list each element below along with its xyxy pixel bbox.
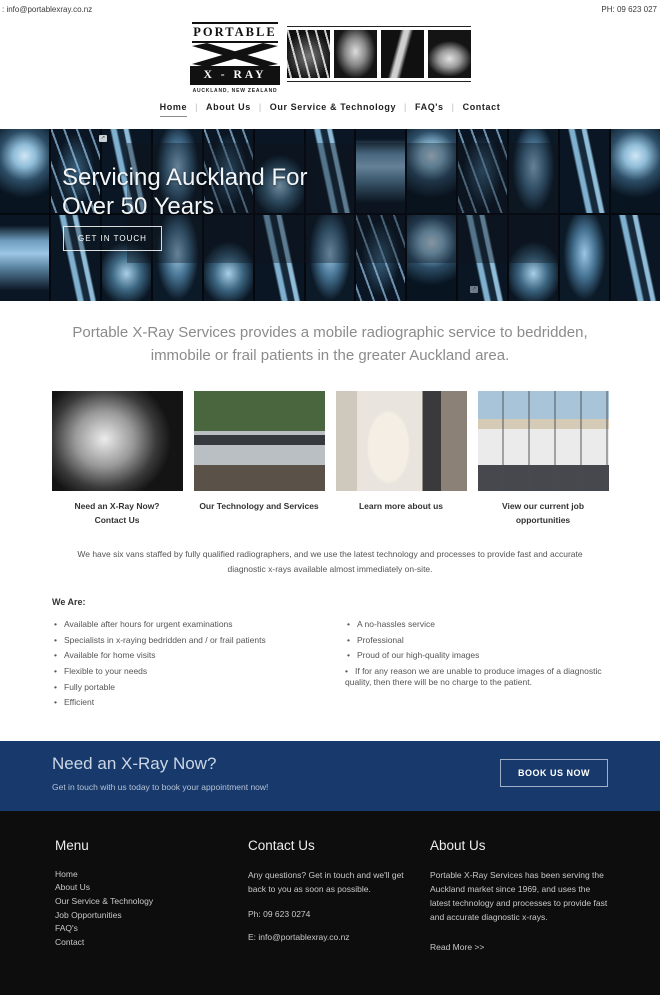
we-are-list-left — [52, 619, 345, 713]
topbar-phone: PH: 09 623 027 — [601, 5, 657, 14]
nav-separator: | — [404, 102, 407, 112]
logo[interactable] — [190, 22, 280, 94]
nav-item-contact[interactable]: Contact — [462, 102, 501, 112]
list-item: • If for any reason we are unable to produce images of a diagnostic quality, then there will be no charge to the patient. — [345, 666, 608, 687]
topbar-email: : info@portablexray.co.nz — [2, 5, 93, 14]
xray-tile — [0, 215, 49, 301]
branded-van-photo — [194, 391, 325, 491]
xray-tile — [560, 215, 609, 301]
cta-title: Need an X-Ray Now? — [52, 753, 217, 773]
card-job-opportunities[interactable] — [478, 391, 609, 528]
list-item: • Flexible to your needs — [52, 666, 345, 677]
footer-link-job-opportunities[interactable]: Job Opportunities — [55, 909, 122, 920]
we-are-section — [0, 577, 660, 713]
chest-xray-photo — [52, 391, 183, 491]
footer-phone: Ph: 09 623 0274 — [248, 908, 311, 919]
footer-link-faqs[interactable]: FAQ's — [55, 923, 78, 934]
topbar — [0, 0, 660, 18]
xray-tile — [560, 129, 609, 213]
card-caption: View our current job opportunities — [501, 500, 585, 525]
logo-wordmark-bottom: X - RAY — [190, 66, 280, 85]
expand-icon: ↗ — [100, 135, 106, 141]
book-us-now-button[interactable]: BOOK US NOW — [500, 759, 608, 787]
card-contact-us[interactable] — [52, 391, 183, 528]
card-about-us[interactable] — [336, 391, 467, 528]
nav-item-home[interactable]: Home — [160, 102, 187, 117]
list-item: • Specialists in x-raying bedridden and / or frail patients — [52, 635, 345, 646]
xray-leg-thumb — [381, 30, 424, 78]
logo-x-icon — [192, 43, 278, 67]
xray-tile — [611, 215, 660, 301]
footer-about-column — [430, 838, 612, 955]
footer-contact-column — [248, 838, 418, 955]
footer-about-heading: About Us — [430, 837, 486, 853]
list-item: • Available for home visits — [52, 650, 345, 661]
xray-tile — [611, 129, 660, 213]
card-technology-services[interactable] — [194, 391, 325, 528]
xray-chest-thumb — [334, 30, 377, 78]
cta-text — [52, 754, 268, 792]
footer-menu-heading: Menu — [55, 837, 89, 853]
intro-paragraph: Portable X-Ray Services provides a mobile radiographic service to bedridden, immobile or frail patients in the greater Auckland area. — [72, 324, 588, 365]
footer-menu-column — [55, 838, 205, 950]
nav-separator: | — [195, 102, 199, 112]
logo-tagline: AUCKLAND, NEW ZEALAND — [192, 88, 278, 94]
hero-heading-line2: Over 50 Years — [62, 193, 215, 220]
nav-item-service-technology[interactable]: Our Service & Technology — [269, 102, 397, 112]
xray-hands-thumb — [287, 30, 330, 78]
list-item: • Available after hours for urgent examinations — [52, 619, 345, 630]
nav-separator: | — [258, 102, 262, 112]
nav-separator: | — [451, 102, 455, 112]
footer-link-service-technology[interactable]: Our Service & Technology — [55, 896, 154, 907]
xray-pelvis-thumb — [428, 30, 471, 78]
footer-contact-heading: Contact Us — [248, 837, 315, 853]
nav-item-about-us[interactable]: About Us — [206, 102, 251, 112]
footer-link-home[interactable]: Home — [55, 868, 78, 879]
hero-heading — [62, 163, 307, 221]
cta-subtitle: Get in touch with us today to book your appointment now! — [52, 781, 269, 792]
we-are-heading: We Are: — [52, 597, 86, 608]
nav-item-faqs[interactable]: FAQ's — [415, 102, 444, 112]
feature-cards — [0, 374, 660, 528]
main-nav — [0, 94, 660, 129]
hero-heading-line1: Servicing Auckland For — [62, 164, 308, 191]
list-item: • Fully portable — [52, 682, 345, 693]
list-item: • Proud of our high-quality images — [345, 650, 608, 661]
footer-email: E: info@portablexray.co.nz — [248, 931, 350, 942]
hero-banner — [0, 129, 660, 301]
card-caption: Our Technology and Services — [199, 500, 319, 511]
card-caption: Need an X-Ray Now? Contact Us — [74, 500, 160, 525]
radiographer-ppe-photo — [336, 391, 467, 491]
footer-link-about-us[interactable]: About Us — [55, 882, 90, 893]
expand-icon: ↗ — [471, 286, 477, 292]
footer — [0, 811, 660, 995]
footer-about-text: Portable X-Ray Services has been serving the Auckland market since 1969, and uses the latest technology and processes to provide fast and accurate diagnostic x-rays. — [430, 869, 608, 922]
read-more-link[interactable]: Read More >> — [430, 941, 485, 952]
vans-paragraph: We have six vans staffed by fully qualified radiographers, and we use the latest technology and processes to provide fast and accurate diagnostic x-rays available almost immediately on-site. — [77, 549, 583, 575]
we-are-list-right — [345, 619, 608, 713]
van-fleet-photo — [478, 391, 609, 491]
header — [0, 18, 660, 94]
xray-tile — [0, 129, 49, 213]
logo-wordmark-top: PORTABLE — [193, 25, 277, 39]
get-in-touch-button[interactable]: GET IN TOUCH — [63, 226, 162, 251]
list-item: • Professional — [345, 635, 608, 646]
footer-link-contact[interactable]: Contact — [55, 936, 85, 947]
header-xray-strip — [287, 26, 471, 82]
footer-contact-text: Any questions? Get in touch and we'll get back to you as soon as possible. — [248, 869, 404, 894]
list-item: • Efficient — [52, 697, 345, 708]
list-item: • A no-hassles service — [345, 619, 608, 630]
card-caption: Learn more about us — [358, 500, 444, 511]
cta-band — [0, 741, 660, 811]
